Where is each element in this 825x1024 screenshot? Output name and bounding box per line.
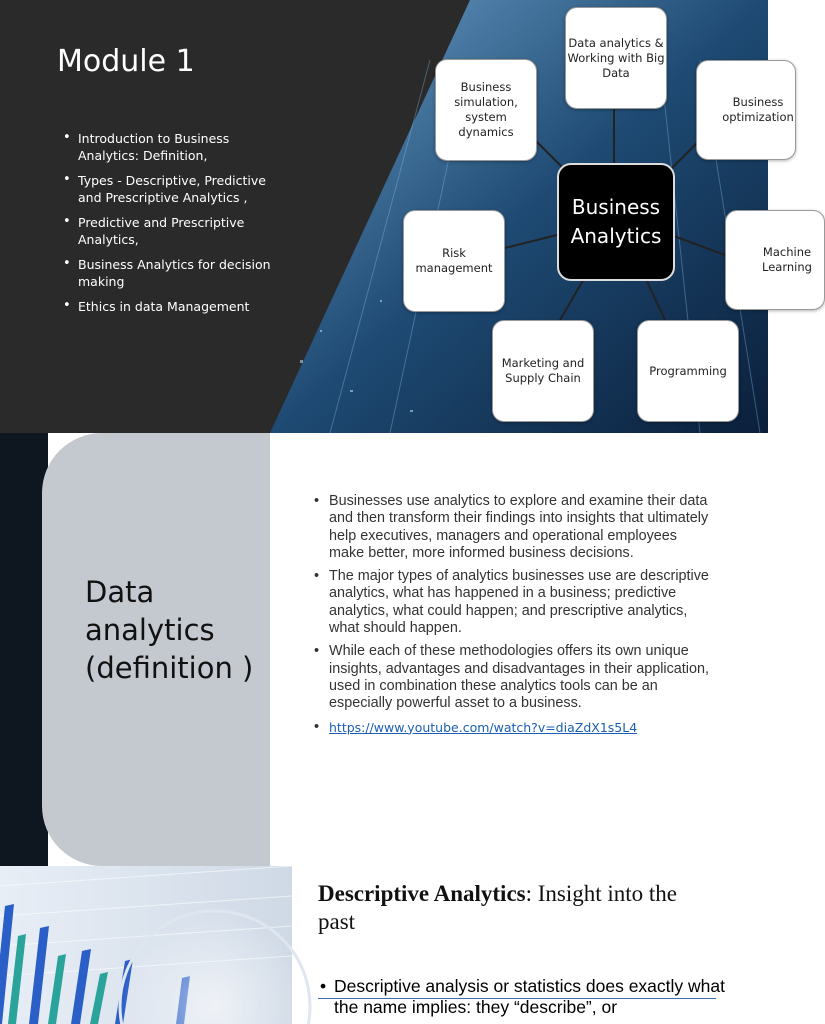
heading-bold: Descriptive Analytics — [318, 881, 526, 906]
diagram-node-business-simulation: Business simulation, system dynamics — [435, 59, 537, 161]
diagram-node-programming: Programming — [637, 320, 739, 422]
diagram-node-marketing-supply-chain: Marketing and Supply Chain — [492, 320, 594, 422]
slide-module-1 — [0, 0, 812, 433]
diagram-node-data-analytics: Data analytics & Working with Big Data — [565, 7, 667, 109]
diagram-node-business-optimization: Business optimization — [696, 60, 796, 160]
slide-heading — [318, 880, 718, 936]
bar-chart-photo — [0, 866, 292, 1024]
slide-title: Module 1 — [57, 44, 195, 79]
slide-heading: Data analytics (definition ) — [85, 575, 254, 685]
youtube-link[interactable]: https://www.youtube.com/watch?v=diaZdX1s5L4 — [329, 719, 638, 735]
list-item: • Types - Descriptive, Predictive and Prescriptive Analytics , — [62, 172, 277, 206]
list-item: • Ethics in data Management — [62, 298, 277, 315]
diagram-center-node: Business Analytics — [557, 163, 675, 281]
module-topics-list — [62, 130, 277, 323]
diagram-node-risk-management: Risk management — [403, 210, 505, 312]
diagram-node-machine-learning: Machine Learning — [725, 210, 825, 310]
list-item: • Predictive and Prescriptive Analytics, — [62, 214, 277, 248]
list-item: • Descriptive analysis or statistics does exactly what the name implies: they “describe”, or — [320, 976, 754, 1018]
definition-list — [313, 493, 713, 743]
slide-data-analytics-definition — [0, 433, 768, 866]
list-item: • While each of these methodologies offers its own unique insights, advantages and disadvantages in their application, used in combination these analytics tools can be an especially powerful asset to a business. — [313, 643, 713, 712]
heading-rest: : Insight into the past — [318, 881, 678, 934]
slide-descriptive-analytics — [0, 866, 768, 1024]
list-item: • Business Analytics for decision making — [62, 256, 277, 290]
list-item: • The major types of analytics businesses use are descriptive analytics, what has happened in a business; predictive analytics, what could happen; and prescriptive analytics, what should happen. — [313, 568, 713, 637]
list-item-link — [313, 719, 713, 737]
dark-side-strip — [0, 433, 48, 866]
list-item: • Businesses use analytics to explore and examine their data and then transform their findings into insights that ultimately help executives, managers and operational employees make better, more informed business decisions. — [313, 493, 713, 562]
list-item: • Introduction to Business Analytics: Definition, — [62, 130, 277, 164]
